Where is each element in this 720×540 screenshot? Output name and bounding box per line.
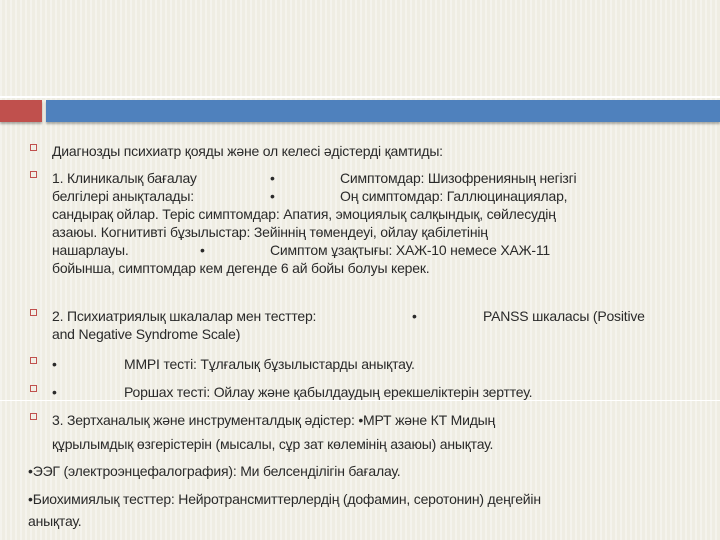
text-line: MMPI тесті: Тұлғалық бұзылыстарды анықтау. bbox=[124, 356, 415, 372]
text-line: сандырақ ойлар. Теріс симптомдар: Апатия, эмоциялық салқындық, сөйлесудің bbox=[52, 206, 556, 222]
text-line: •ЭЭГ (электроэнцефалография): Ми белсенділігін бағалау. bbox=[28, 463, 401, 479]
text-line: •Биохимиялық тесттер: Нейротрансмиттерлердің (дофамин, серотонин) деңгейін bbox=[28, 491, 541, 507]
text-bullet: • bbox=[52, 356, 57, 372]
text-bullet: • bbox=[270, 188, 275, 204]
text-bullet: • bbox=[200, 242, 205, 258]
bullet-icon bbox=[30, 144, 37, 151]
text-line: 2. Психиатриялық шкалалар мен тесттер: bbox=[52, 308, 317, 324]
text-line: Симптом ұзақтығы: ХАЖ-10 немесе ХАЖ-11 bbox=[270, 242, 550, 258]
text-line: 3. Зертханалық және инструменталдық әдістер: •МРТ және КТ Мидың bbox=[52, 412, 496, 428]
text-line: 1. Клиникалық бағалау bbox=[52, 170, 197, 186]
text-line: азаюы. Когнитивті бұзылыстар: Зейіннің төмендеуі, ойлау қабілетінің bbox=[52, 224, 488, 240]
bullet-icon bbox=[30, 385, 37, 392]
bullet-icon bbox=[30, 357, 37, 364]
text-line: бойынша, симптомдар кем дегенде 6 ай бойы болуы керек. bbox=[52, 260, 430, 276]
text-bullet: • bbox=[270, 170, 275, 186]
text-bullet: • bbox=[52, 384, 57, 400]
text-bullet: • bbox=[412, 308, 417, 324]
header-divider bbox=[0, 96, 720, 98]
accent-bar-blue bbox=[46, 100, 720, 122]
text-line: Диагнозды психиатр қояды және ол келесі әдістерді қамтиды: bbox=[52, 143, 443, 159]
bullet-icon bbox=[30, 413, 37, 420]
text-line: Роршах тесті: Ойлау және қабылдаудың ерекшеліктерін зерттеу. bbox=[124, 384, 533, 400]
bullet-icon bbox=[30, 171, 37, 178]
text-line: and Negative Syndrome Scale) bbox=[52, 326, 241, 342]
text-line: PANSS шкаласы (Positive bbox=[483, 308, 645, 324]
text-line: анықтау. bbox=[28, 513, 82, 529]
text-line: нашарлауы. bbox=[52, 242, 129, 258]
accent-bar-red bbox=[0, 100, 42, 122]
text-line: Симптомдар: Шизофренияның негізгі bbox=[340, 170, 577, 186]
text-line: белгілері анықталады: bbox=[52, 188, 194, 204]
bullet-icon bbox=[30, 309, 37, 316]
text-line: Оң симптомдар: Галлюцинациялар, bbox=[340, 188, 568, 204]
text-line: құрылымдық өзгерістерін (мысалы, сұр зат көлемінің азаюы) анықтау. bbox=[52, 436, 494, 452]
